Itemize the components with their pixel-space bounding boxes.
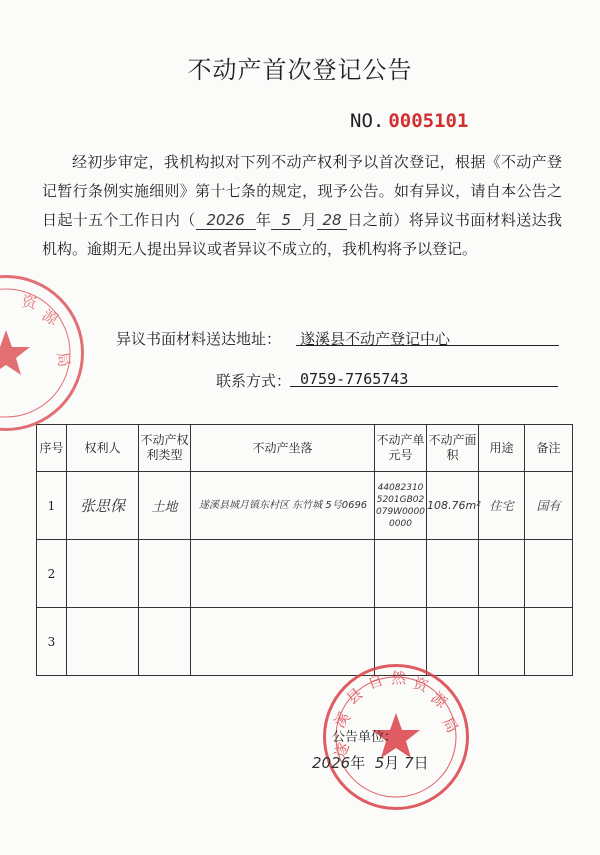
deadline-month-unit: 月 xyxy=(301,211,317,229)
cell-location xyxy=(191,540,375,608)
contact-label: 联系方式： xyxy=(216,372,292,390)
page-title: 不动产首次登记公告 xyxy=(187,56,413,84)
cell-index: 2 xyxy=(37,540,67,608)
cell-location: 遂溪县城月镇东村区 东竹城 5号0696 xyxy=(191,472,375,540)
cell-owner xyxy=(67,608,139,676)
svg-text:自: 自 xyxy=(365,670,386,693)
cell-area xyxy=(427,540,479,608)
publish-date xyxy=(312,752,429,773)
svg-text:局: 局 xyxy=(438,714,462,737)
cell-owner: 张思保 xyxy=(67,472,139,540)
body-part2: 日之前）将异议书面材料送达我机构。逾期无人提出异议或者异议不成立的，我机构将予以登记。 xyxy=(42,211,562,258)
cell-unit-no: 440823105201GB02079W00000000 xyxy=(375,472,427,540)
publish-year-unit: 年 xyxy=(350,754,366,772)
table-row xyxy=(37,472,573,540)
cell-area xyxy=(427,608,479,676)
notice-number xyxy=(350,110,468,132)
cell-right-type xyxy=(139,540,191,608)
cell-owner xyxy=(67,540,139,608)
header-right-type: 不动产权利类型 xyxy=(139,425,191,472)
header-area: 不动产面 积 xyxy=(427,425,479,472)
header-unit-no: 不动产单元号 xyxy=(375,425,427,472)
svg-text:源: 源 xyxy=(427,688,451,712)
svg-text:遂: 遂 xyxy=(330,740,353,761)
header-index: 序号 xyxy=(37,425,67,472)
table-header-row xyxy=(37,425,573,472)
deadline-year: 2026 xyxy=(196,211,256,230)
official-seal-left xyxy=(0,275,84,431)
svg-text:资: 资 xyxy=(20,292,39,313)
cell-note xyxy=(525,540,573,608)
table-row xyxy=(37,608,573,676)
deadline-year-unit: 年 xyxy=(255,211,272,229)
notice-body xyxy=(42,148,562,264)
notice-number-value: 0005101 xyxy=(388,110,469,132)
svg-text:溪: 溪 xyxy=(330,708,354,732)
cell-index: 3 xyxy=(37,608,67,676)
address-value: 遂溪县不动产登记中心 xyxy=(300,330,451,348)
cell-use: 住宅 xyxy=(479,472,525,540)
cell-location xyxy=(191,608,375,676)
address-underline xyxy=(296,345,559,346)
cell-unit-no xyxy=(375,540,427,608)
cell-right-type: 土地 xyxy=(139,472,191,540)
contact-underline xyxy=(290,386,558,387)
cell-use xyxy=(479,608,525,676)
svg-text:局: 局 xyxy=(53,350,74,369)
body-part1: 经初步审定，我机构拟对下列不动产权利予以首次登记，根据《不动产登记暂行条例实施细则》第十七条的规定，现予公告。如有异议，请自本公告之日起十五个工作日内（ xyxy=(42,153,562,229)
publish-year: 2026 xyxy=(312,754,351,772)
deadline-month: 5 xyxy=(271,211,301,230)
publisher-label: 公告单位： xyxy=(332,730,398,745)
registration-table xyxy=(36,424,573,676)
header-location: 不动产坐落 xyxy=(191,425,375,472)
deadline-day: 28 xyxy=(317,211,347,230)
contact-value: 0759-7765743 xyxy=(300,370,409,388)
publish-day-unit: 日 xyxy=(413,754,429,772)
address-label: 异议书面材料送达地址： xyxy=(116,330,282,348)
cell-note xyxy=(525,608,573,676)
cell-area: 108.76m² xyxy=(427,472,479,540)
notice-number-prefix: NO. xyxy=(350,110,385,132)
cell-use xyxy=(479,540,525,608)
header-use: 用途 xyxy=(479,425,525,472)
svg-text:县: 县 xyxy=(343,684,367,709)
svg-text:源: 源 xyxy=(39,305,62,329)
header-note: 备注 xyxy=(525,425,573,472)
publish-day: 7 xyxy=(404,754,414,772)
cell-index: 1 xyxy=(37,472,67,540)
svg-text:资: 资 xyxy=(410,673,431,696)
cell-right-type xyxy=(139,608,191,676)
header-owner: 权利人 xyxy=(67,425,139,472)
publish-month-unit: 月 xyxy=(384,754,400,772)
seal-star-icon xyxy=(0,278,81,428)
publish-month: 5 xyxy=(374,754,385,772)
cell-note: 国有 xyxy=(525,472,573,540)
svg-text:然: 然 xyxy=(391,669,407,687)
table-row xyxy=(37,540,573,608)
